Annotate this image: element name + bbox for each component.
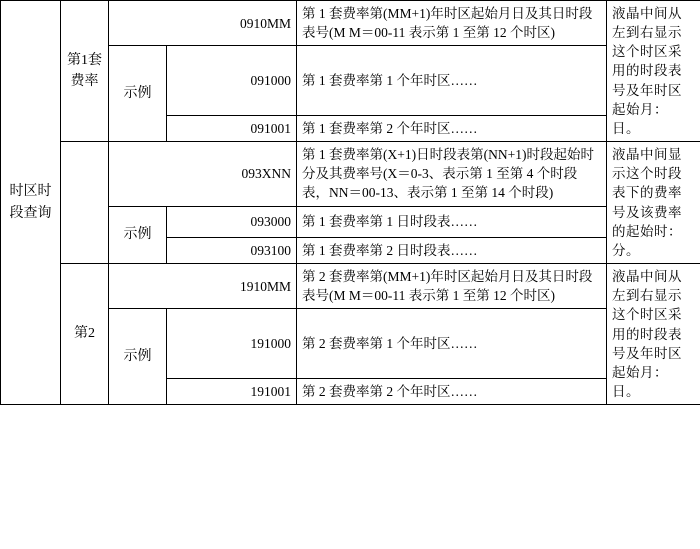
group-label-cell-3 <box>61 264 109 405</box>
description-cell: 第 1 套费率第 1 个年时区…… <box>297 46 607 116</box>
group-label-cell-1 <box>61 1 109 142</box>
lcd-note-cell: 液晶中间从左到右显示这个时区采用的时段表号及年时区起始月：日。 <box>607 264 700 405</box>
example-label-cell <box>109 206 167 263</box>
table-row <box>1 142 700 206</box>
code-cell: 093000 <box>167 206 297 237</box>
code-cell: 093100 <box>167 237 297 263</box>
code-cell: 091000 <box>167 46 297 116</box>
lcd-note-cell: 液晶中间从左到右显示这个时区采用的时段表号及年时区起始月：日。 <box>607 1 700 142</box>
description-cell: 第 1 套费率第(MM+1)年时区起始月日及其日时段表号(M M＝00-11 表示第 1 至第 12 个时区) <box>297 1 607 46</box>
example-label: 示例 <box>123 227 152 243</box>
code-cell: 091001 <box>167 115 297 141</box>
description-cell: 第 2 套费率第 1 个年时区…… <box>297 309 607 379</box>
description-cell: 第 2 套费率第(MM+1)年时区起始月日及其日时段表号(M M＝00-11 表示第 1 至第 12 个时区) <box>297 264 607 309</box>
group-label: 第2 <box>74 326 95 342</box>
code-cell: 0910MM <box>109 1 297 46</box>
group-label: 第1套费率 <box>67 52 102 90</box>
table-row <box>1 264 700 309</box>
category-cell <box>1 1 61 405</box>
example-label-cell <box>109 46 167 142</box>
code-cell: 1910MM <box>109 264 297 309</box>
description-cell: 第 1 套费率第 2 日时段表…… <box>297 237 607 263</box>
example-label: 示例 <box>123 86 152 102</box>
group-label-cell-2 <box>61 142 109 264</box>
code-cell: 191000 <box>167 309 297 379</box>
code-cell: 191001 <box>167 378 297 404</box>
example-label-cell <box>109 309 167 405</box>
code-cell: 093XNN <box>109 142 297 206</box>
lcd-note-cell: 液晶中间显示这个时段表下的费率号及该费率的起始时：分。 <box>607 142 700 264</box>
example-label: 示例 <box>123 349 152 365</box>
description-cell: 第 1 套费率第 1 日时段表…… <box>297 206 607 237</box>
table-row <box>1 1 700 46</box>
description-cell: 第 2 套费率第 2 个年时区…… <box>297 378 607 404</box>
description-cell: 第 1 套费率第 2 个年时区…… <box>297 115 607 141</box>
category-label: 时区时段查询 <box>9 184 52 221</box>
description-cell: 第 1 套费率第(X+1)日时段表第(NN+1)时段起始时分及其费率号(X＝0-3、表示第 1 至第 4 个时段表，NN＝00-13、表示第 1 至第 14 个时段) <box>297 142 607 206</box>
